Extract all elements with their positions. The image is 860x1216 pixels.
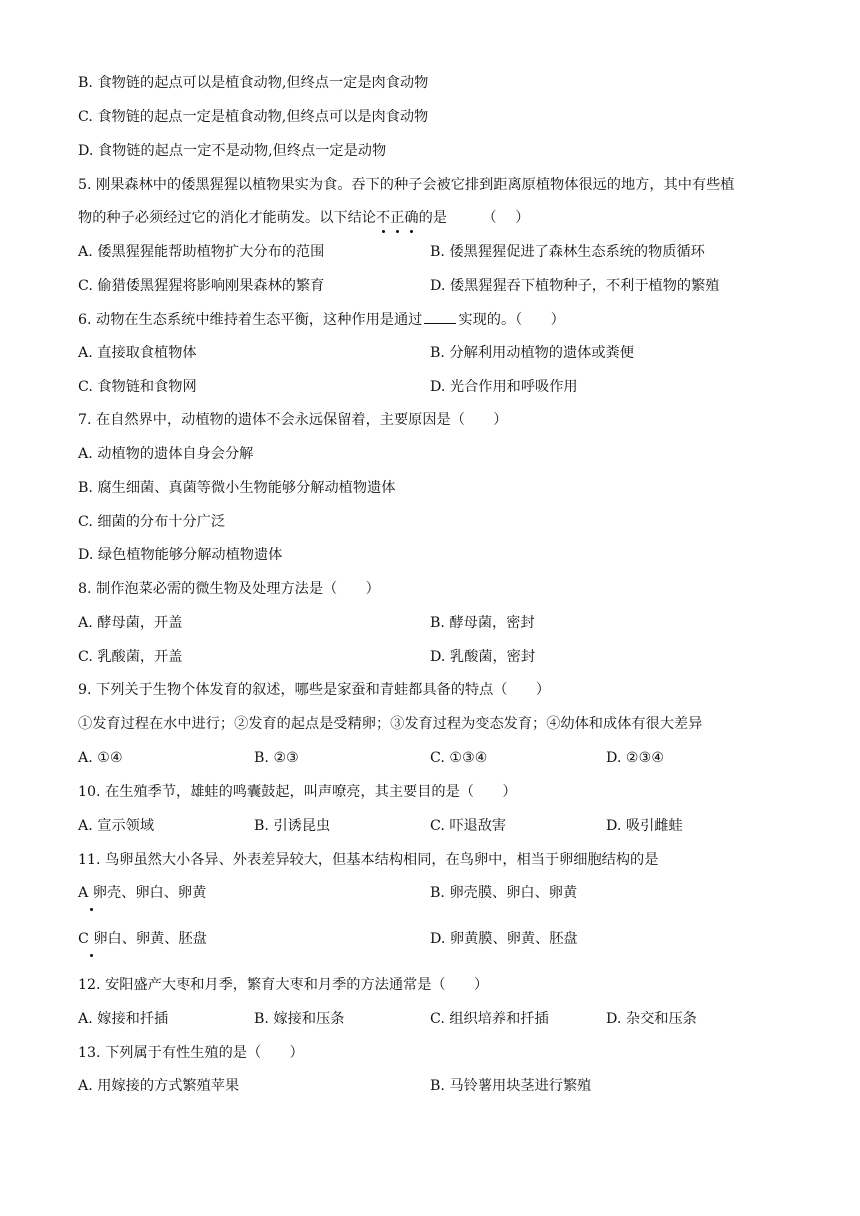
- q6-stem-text-end: 实现的。（ ）: [458, 312, 565, 328]
- q4-option-c: C. 食物链的起点一定是植食动物,但终点可以是肉食动物: [78, 109, 429, 125]
- q11-stem: 11. 鸟卵虽然大小各异、外表差异较大，但基本结构相同，在鸟卵中，相当于卵细胞结构的是: [78, 852, 659, 868]
- dot-mark: [90, 908, 93, 911]
- q5-option-d[interactable]: D. 倭黑猩猩吞下植物种子，不利于植物的繁殖: [430, 278, 720, 294]
- q8-option-a[interactable]: A. 酵母菌，开盖: [78, 615, 183, 631]
- q11-option-a[interactable]: A 卵壳、卵白、卵黄: [78, 885, 207, 901]
- q9-option-a[interactable]: A. ①④: [78, 750, 123, 766]
- q12-option-a[interactable]: A. 嫁接和扦插: [78, 1011, 169, 1027]
- q7-option-b[interactable]: B. 腐生细菌、真菌等微小生物能够分解动植物遗体: [78, 480, 396, 496]
- q6-option-d[interactable]: D. 光合作用和呼吸作用: [430, 379, 578, 395]
- q6-option-c[interactable]: C. 食物链和食物网: [78, 379, 197, 395]
- q12-option-d[interactable]: D. 杂交和压条: [606, 1011, 697, 1027]
- q9-option-b[interactable]: B. ②③: [254, 750, 299, 766]
- q6-stem: [78, 309, 800, 330]
- q8-option-d[interactable]: D. 乳酸菌，密封: [430, 649, 536, 665]
- q5-option-c[interactable]: C. 偷猎倭黑猩猩将影响刚果森林的繁育: [78, 278, 325, 294]
- q12-stem: 12. 安阳盛产大枣和月季，繁育大枣和月季的方法通常是（ ）: [78, 977, 489, 993]
- q5-option-a[interactable]: A. 倭黑猩猩能帮助植物扩大分布的范围: [78, 244, 325, 260]
- q7-option-c[interactable]: C. 细菌的分布十分广泛: [78, 514, 226, 530]
- q5-stem-text: 物的种子必须经过它的消化才能萌发。以下结论: [78, 210, 376, 226]
- q6-option-a[interactable]: A. 直接取食植物体: [78, 345, 197, 361]
- q9-items: ①发育过程在水中进行；②发育的起点是受精卵；③发育过程为变态发育；④幼体和成体有很大差异: [78, 716, 703, 732]
- q9-stem: 9. 下列关于生物个体发育的叙述，哪些是家蚕和青蛙都具备的特点（ ）: [78, 682, 551, 698]
- q11-option-b[interactable]: B. 卵壳膜、卵白、卵黄: [430, 885, 578, 901]
- q10-option-b[interactable]: B. 引诱昆虫: [254, 818, 331, 834]
- q4-option-b: B. 食物链的起点可以是植食动物,但终点一定是肉食动物: [78, 75, 429, 91]
- q13-option-a[interactable]: A. 用嫁接的方式繁殖苹果: [78, 1078, 240, 1094]
- dot-mark: [90, 954, 93, 957]
- q5-stem-line1: 5. 刚果森林中的倭黑猩猩以植物果实为食。吞下的种子会被它排到距离原植物体很远的地方，其中有些植: [78, 177, 735, 193]
- q5-stem-line2: [78, 208, 800, 228]
- q7-option-a[interactable]: A. 动植物的遗体自身会分解: [78, 446, 254, 462]
- q6-option-b[interactable]: B. 分解利用动植物的遗体或粪便: [430, 345, 634, 361]
- q5-option-b[interactable]: B. 倭黑猩猩促进了森林生态系统的物质循环: [430, 244, 705, 260]
- q10-option-d[interactable]: D. 吸引雌蛙: [606, 818, 683, 834]
- q10-stem: 10. 在生殖季节，雄蛙的鸣囊鼓起，叫声嘹亮，其主要目的是（ ）: [78, 784, 517, 800]
- q5-stem-text-end: 的是 （ ）: [418, 210, 530, 226]
- q4-option-d: D. 食物链的起点一定不是动物,但终点一定是动物: [78, 143, 387, 159]
- q6-stem-text: 6. 动物在生态系统中维持着生态平衡，这种作用是通过: [78, 312, 423, 328]
- q7-option-d[interactable]: D. 绿色植物能够分解动植物遗体: [78, 547, 283, 563]
- q9-option-c[interactable]: C. ①③④: [430, 750, 488, 766]
- q13-option-b[interactable]: B. 马铃薯用块茎进行繁殖: [430, 1078, 592, 1094]
- emphasis-char: 不: [375, 210, 391, 226]
- q11-option-c[interactable]: C 卵白、卵黄、胚盘: [78, 931, 207, 947]
- q8-option-b[interactable]: B. 酵母菌，密封: [430, 615, 535, 631]
- emphasis-char: 正: [390, 210, 405, 226]
- q13-stem: 13. 下列属于有性生殖的是（ ）: [78, 1045, 304, 1061]
- q8-option-c[interactable]: C. 乳酸菌，开盖: [78, 649, 183, 665]
- emphasis-char: 确: [404, 210, 419, 226]
- q11-option-d[interactable]: D. 卵黄膜、卵黄、胚盘: [430, 931, 578, 947]
- q9-option-d[interactable]: D. ②③④: [606, 750, 665, 766]
- q8-stem: 8. 制作泡菜必需的微生物及处理方法是（ ）: [78, 581, 380, 597]
- q12-option-c[interactable]: C. 组织培养和扦插: [430, 1011, 549, 1027]
- q10-option-a[interactable]: A. 宣示领域: [78, 818, 155, 834]
- q10-option-c[interactable]: C. 吓退敌害: [430, 818, 507, 834]
- q7-stem: 7. 在自然界中，动植物的遗体不会永远保留着，主要原因是（ ）: [78, 412, 508, 428]
- q12-option-b[interactable]: B. 嫁接和压条: [254, 1011, 345, 1027]
- fill-blank: [424, 309, 456, 324]
